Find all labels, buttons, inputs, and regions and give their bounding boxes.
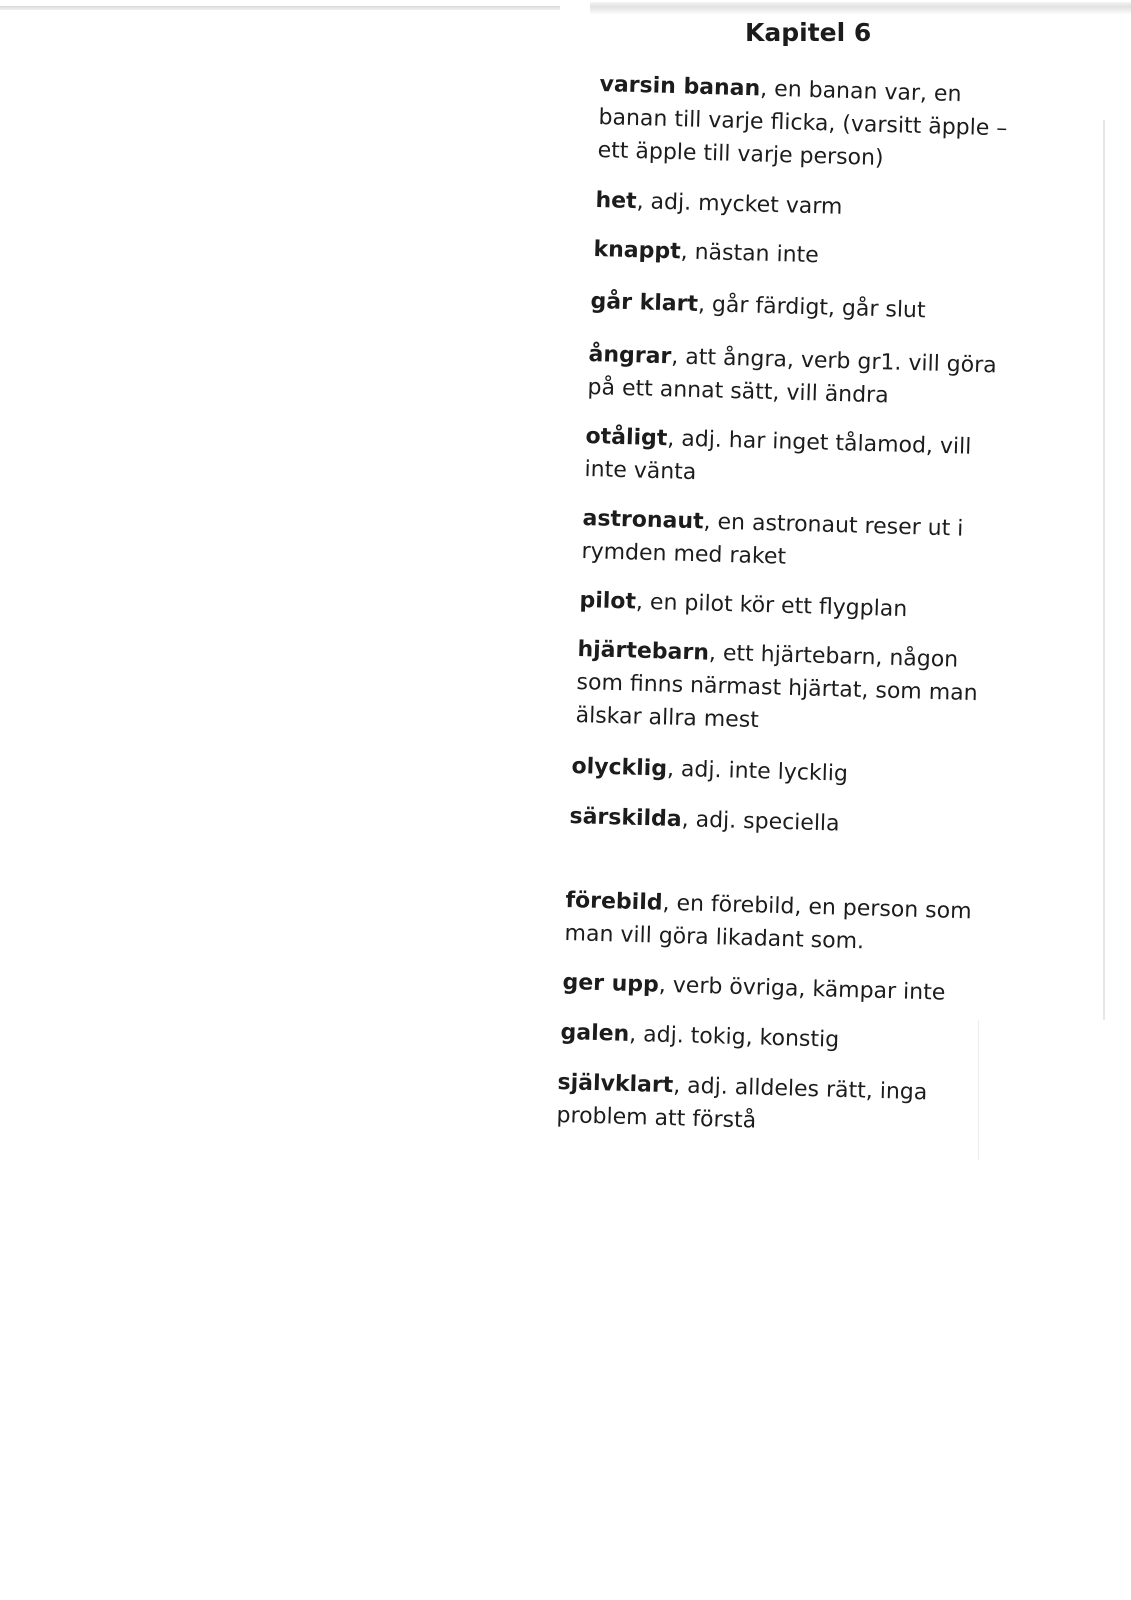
scan-border-right [590, 2, 1131, 14]
entry-line [560, 1016, 839, 1057]
entry-term: astronaut [582, 505, 704, 535]
glossary-entry [562, 966, 946, 1010]
glossary-entry [569, 800, 840, 841]
glossary-entry [584, 420, 972, 497]
entry-definition: , adj. tokig, konstig [628, 1021, 840, 1053]
glossary-entry [575, 633, 979, 743]
entry-line [562, 966, 946, 1010]
entry-line: älskar allra mest [575, 702, 760, 734]
entry-line: man vill göra likadant som. [564, 920, 865, 955]
entry-definition: , adj. inte lycklig [666, 756, 849, 787]
entry-definition: , att ångra, verb gr1. vill göra [670, 344, 998, 379]
entry-line [590, 285, 926, 327]
entry-line [593, 233, 819, 272]
entry-definition: , adj. alldeles rätt, inga [672, 1073, 928, 1106]
page-title: Kapitel 6 [745, 18, 872, 47]
scan-border-left [0, 6, 560, 10]
entry-term: särskilda [569, 803, 683, 833]
entry-line: ett äpple till varje person) [597, 137, 884, 171]
entry-definition: , en förebild, en person som [662, 890, 972, 925]
entry-definition: , verb övriga, kämpar inte [658, 972, 946, 1006]
entry-line: rymden med raket [581, 538, 787, 570]
page-edge-line-lower [978, 1020, 979, 1160]
glossary-entry [595, 184, 843, 224]
entry-definition: , en pilot kör ett flygplan [635, 589, 908, 623]
entry-definition: , adj. mycket varm [636, 189, 843, 220]
entry-term: otåligt [585, 423, 668, 452]
glossary-entry [593, 233, 819, 272]
entry-term: hjärtebarn [577, 636, 710, 666]
entry-term: går klart [590, 288, 699, 317]
entry-line: banan till varje flicka, (varsitt äpple – [598, 104, 1008, 142]
entry-line: inte vänta [584, 456, 697, 486]
entry-term: förebild [565, 887, 663, 916]
entry-line [595, 184, 843, 224]
entry-definition: , en banan var, en [759, 76, 962, 108]
entry-line [569, 800, 840, 841]
entry-line: problem att förstå [556, 1102, 757, 1134]
glossary-entry [579, 584, 908, 626]
entry-term: ger upp [562, 969, 660, 998]
entry-term: olycklig [571, 753, 668, 782]
page-edge-line [1103, 120, 1105, 1020]
glossary-entry [597, 68, 1008, 178]
glossary-entry [564, 884, 972, 961]
entry-definition: , en astronaut reser ut i [703, 509, 964, 542]
entry-term: het [595, 187, 637, 215]
entry-term: självklart [557, 1069, 674, 1099]
entry-definition: , ett hjärtebarn, någon [708, 640, 959, 673]
entry-term: ångrar [588, 341, 672, 370]
entry-term: varsin banan [599, 71, 761, 102]
entry-line [579, 584, 908, 626]
glossary-entry [571, 750, 848, 791]
entry-line [571, 750, 848, 791]
glossary-entry [556, 1066, 928, 1142]
glossary-entry [590, 285, 926, 327]
entry-term: galen [560, 1019, 630, 1047]
glossary-entry [587, 338, 997, 415]
entry-line: som finns närmast hjärtat, som man [576, 669, 978, 707]
entry-definition: , adj. speciella [681, 807, 840, 837]
glossary-entry [560, 1016, 839, 1057]
entry-definition: , adj. har inget tålamod, vill [666, 426, 972, 460]
entry-term: knappt [593, 236, 682, 265]
entry-definition: , nästan inte [680, 239, 820, 269]
glossary-entry [581, 502, 964, 579]
entry-definition: , går färdigt, går slut [697, 292, 926, 324]
entry-line: på ett annat sätt, vill ändra [587, 374, 889, 409]
entry-term: pilot [579, 587, 637, 615]
